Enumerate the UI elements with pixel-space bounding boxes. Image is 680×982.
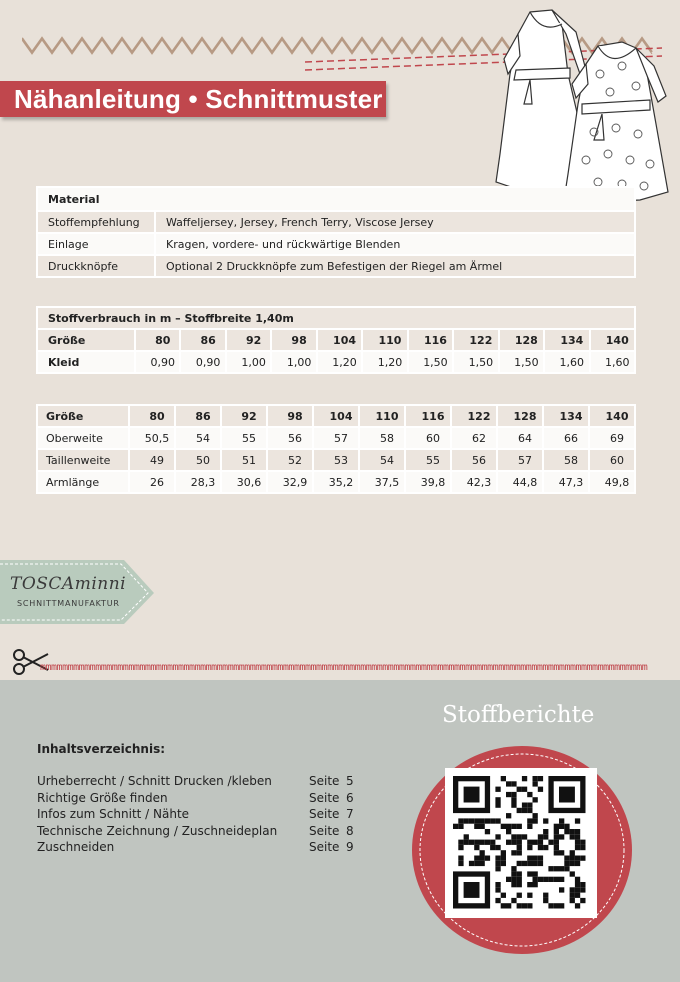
value-cell: 52 bbox=[267, 449, 313, 471]
size-header-cell: 134 bbox=[544, 329, 589, 351]
value-cell: 53 bbox=[313, 449, 359, 471]
value-cell: 1,50 bbox=[499, 351, 544, 373]
value-cell: 56 bbox=[451, 449, 497, 471]
size-header-cell: 134 bbox=[543, 405, 589, 427]
value-cell: 1,60 bbox=[590, 351, 635, 373]
size-header-cell: 98 bbox=[271, 329, 316, 351]
toc-page-word: Seite bbox=[309, 790, 340, 805]
fabric-usage-table bbox=[36, 306, 636, 374]
toc-item-label: Richtige Größe finden bbox=[37, 790, 168, 805]
value-cell: 60 bbox=[589, 449, 635, 471]
size-header-cell: 80 bbox=[135, 329, 180, 351]
value-cell: 35,2 bbox=[313, 471, 359, 493]
toc-page-word: Seite bbox=[309, 840, 340, 854]
size-header-cell: 122 bbox=[451, 405, 497, 427]
toc-item bbox=[37, 791, 367, 808]
value-cell: 47,3 bbox=[543, 471, 589, 493]
toc-item-label: Technische Zeichnung / Zuschneideplan bbox=[37, 823, 278, 838]
value-cell: 1,50 bbox=[408, 351, 453, 373]
toc-page-word: Seite bbox=[309, 823, 340, 838]
toc-title: Inhaltsverzeichnis: bbox=[37, 742, 166, 756]
toc-page-word: Seite bbox=[309, 807, 340, 821]
value-cell: 0,90 bbox=[135, 351, 180, 373]
toc-page-number: 8 bbox=[346, 823, 354, 838]
toc-item bbox=[37, 824, 367, 841]
value-cell: 42,3 bbox=[451, 471, 497, 493]
cut-line-pattern: mmmmmmmmmmmmmmmmmmmmmmmmmmmmmmmmmmmmmmmmmmmmmmmmmmmmmmmmmmmmmmmmmmmmmmmmmmmmmmmmmmmmmmmmmmmmmmmmmmmmmmmmmmmmmm bbox=[40, 664, 648, 673]
toc-item-label: Zuschneiden bbox=[37, 840, 115, 854]
material-heading: Material bbox=[37, 187, 635, 211]
size-header-cell: 92 bbox=[221, 405, 267, 427]
value-cell: 1,00 bbox=[226, 351, 271, 373]
qr-code-badge[interactable] bbox=[411, 744, 635, 958]
value-cell: 39,8 bbox=[405, 471, 451, 493]
row-label: Armlänge bbox=[37, 471, 129, 493]
toc-page-number: 7 bbox=[346, 807, 354, 821]
value-cell: 60 bbox=[405, 427, 451, 449]
material-value: Optional 2 Druckknöpfe zum Befestigen der Riegel am Ärmel bbox=[155, 255, 635, 277]
value-cell: 62 bbox=[451, 427, 497, 449]
brand-logo: TOSCAminni bbox=[10, 574, 127, 594]
size-header-cell: 128 bbox=[499, 329, 544, 351]
table-of-contents bbox=[37, 774, 367, 857]
value-cell: 0,90 bbox=[180, 351, 225, 373]
value-cell: 50,5 bbox=[129, 427, 175, 449]
value-cell: 32,9 bbox=[267, 471, 313, 493]
value-cell: 1,20 bbox=[317, 351, 362, 373]
value-cell: 54 bbox=[175, 427, 221, 449]
value-cell: 1,60 bbox=[544, 351, 589, 373]
value-cell: 56 bbox=[267, 427, 313, 449]
toc-page-number: 9 bbox=[346, 840, 354, 854]
value-cell: 1,20 bbox=[362, 351, 407, 373]
size-header-cell: 80 bbox=[129, 405, 175, 427]
size-header-cell: 92 bbox=[226, 329, 271, 351]
size-header-cell: 104 bbox=[313, 405, 359, 427]
size-header-cell: 98 bbox=[267, 405, 313, 427]
material-label: Einlage bbox=[37, 233, 155, 255]
toc-page-number: 5 bbox=[346, 774, 354, 788]
fabric-usage-heading: Stoffverbrauch in m – Stoffbreite 1,40m bbox=[37, 307, 635, 329]
size-label: Größe bbox=[37, 405, 129, 427]
value-cell: 49,8 bbox=[589, 471, 635, 493]
toc-item bbox=[37, 840, 367, 857]
size-header-cell: 116 bbox=[405, 405, 451, 427]
value-cell: 30,6 bbox=[221, 471, 267, 493]
brand-subtitle: SCHNITTMANUFAKTUR bbox=[17, 599, 120, 608]
value-cell: 51 bbox=[221, 449, 267, 471]
material-value: Kragen, vordere- und rückwärtige Blenden bbox=[155, 233, 635, 255]
value-cell: 64 bbox=[497, 427, 543, 449]
value-cell: 49 bbox=[129, 449, 175, 471]
size-header-cell: 128 bbox=[497, 405, 543, 427]
value-cell: 57 bbox=[497, 449, 543, 471]
toc-page-word: Seite bbox=[309, 774, 340, 788]
stoffberichte-label: Stoffberichte bbox=[442, 702, 595, 728]
size-header-cell: 122 bbox=[453, 329, 498, 351]
value-cell: 55 bbox=[405, 449, 451, 471]
value-cell: 58 bbox=[543, 449, 589, 471]
material-label: Stoffempfehlung bbox=[37, 211, 155, 233]
toc-item bbox=[37, 807, 367, 824]
value-cell: 55 bbox=[221, 427, 267, 449]
toc-item-label: Infos zum Schnitt / Nähte bbox=[37, 807, 190, 821]
material-table bbox=[36, 186, 636, 278]
size-header-cell: 116 bbox=[408, 329, 453, 351]
size-header-cell: 140 bbox=[590, 329, 635, 351]
size-header-cell: 104 bbox=[317, 329, 362, 351]
size-label: Größe bbox=[37, 329, 135, 351]
size-header-cell: 86 bbox=[180, 329, 225, 351]
value-cell: 28,3 bbox=[175, 471, 221, 493]
value-cell: 57 bbox=[313, 427, 359, 449]
toc-page-number: 6 bbox=[346, 790, 354, 805]
dress-illustration bbox=[490, 4, 675, 204]
value-cell: 58 bbox=[359, 427, 405, 449]
value-cell: 69 bbox=[589, 427, 635, 449]
value-cell: 26 bbox=[129, 471, 175, 493]
size-header-cell: 140 bbox=[589, 405, 635, 427]
value-cell: 37,5 bbox=[359, 471, 405, 493]
toc-item-label: Urheberrecht / Schnitt Drucken /kleben bbox=[37, 774, 272, 788]
value-cell: 54 bbox=[359, 449, 405, 471]
page-title: Nähanleitung • Schnittmuster bbox=[0, 81, 386, 117]
measurements-table bbox=[36, 404, 636, 494]
size-header-cell: 110 bbox=[359, 405, 405, 427]
material-value: Waffeljersey, Jersey, French Terry, Viscose Jersey bbox=[155, 211, 635, 233]
size-header-cell: 86 bbox=[175, 405, 221, 427]
value-cell: 44,8 bbox=[497, 471, 543, 493]
value-cell: 50 bbox=[175, 449, 221, 471]
material-label: Druckknöpfe bbox=[37, 255, 155, 277]
value-cell: 1,00 bbox=[271, 351, 316, 373]
row-label: Taillenweite bbox=[37, 449, 129, 471]
value-cell: 66 bbox=[543, 427, 589, 449]
size-header-cell: 110 bbox=[362, 329, 407, 351]
value-cell: 1,50 bbox=[453, 351, 498, 373]
toc-item bbox=[37, 774, 367, 791]
row-label: Oberweite bbox=[37, 427, 129, 449]
row-label: Kleid bbox=[37, 351, 135, 373]
